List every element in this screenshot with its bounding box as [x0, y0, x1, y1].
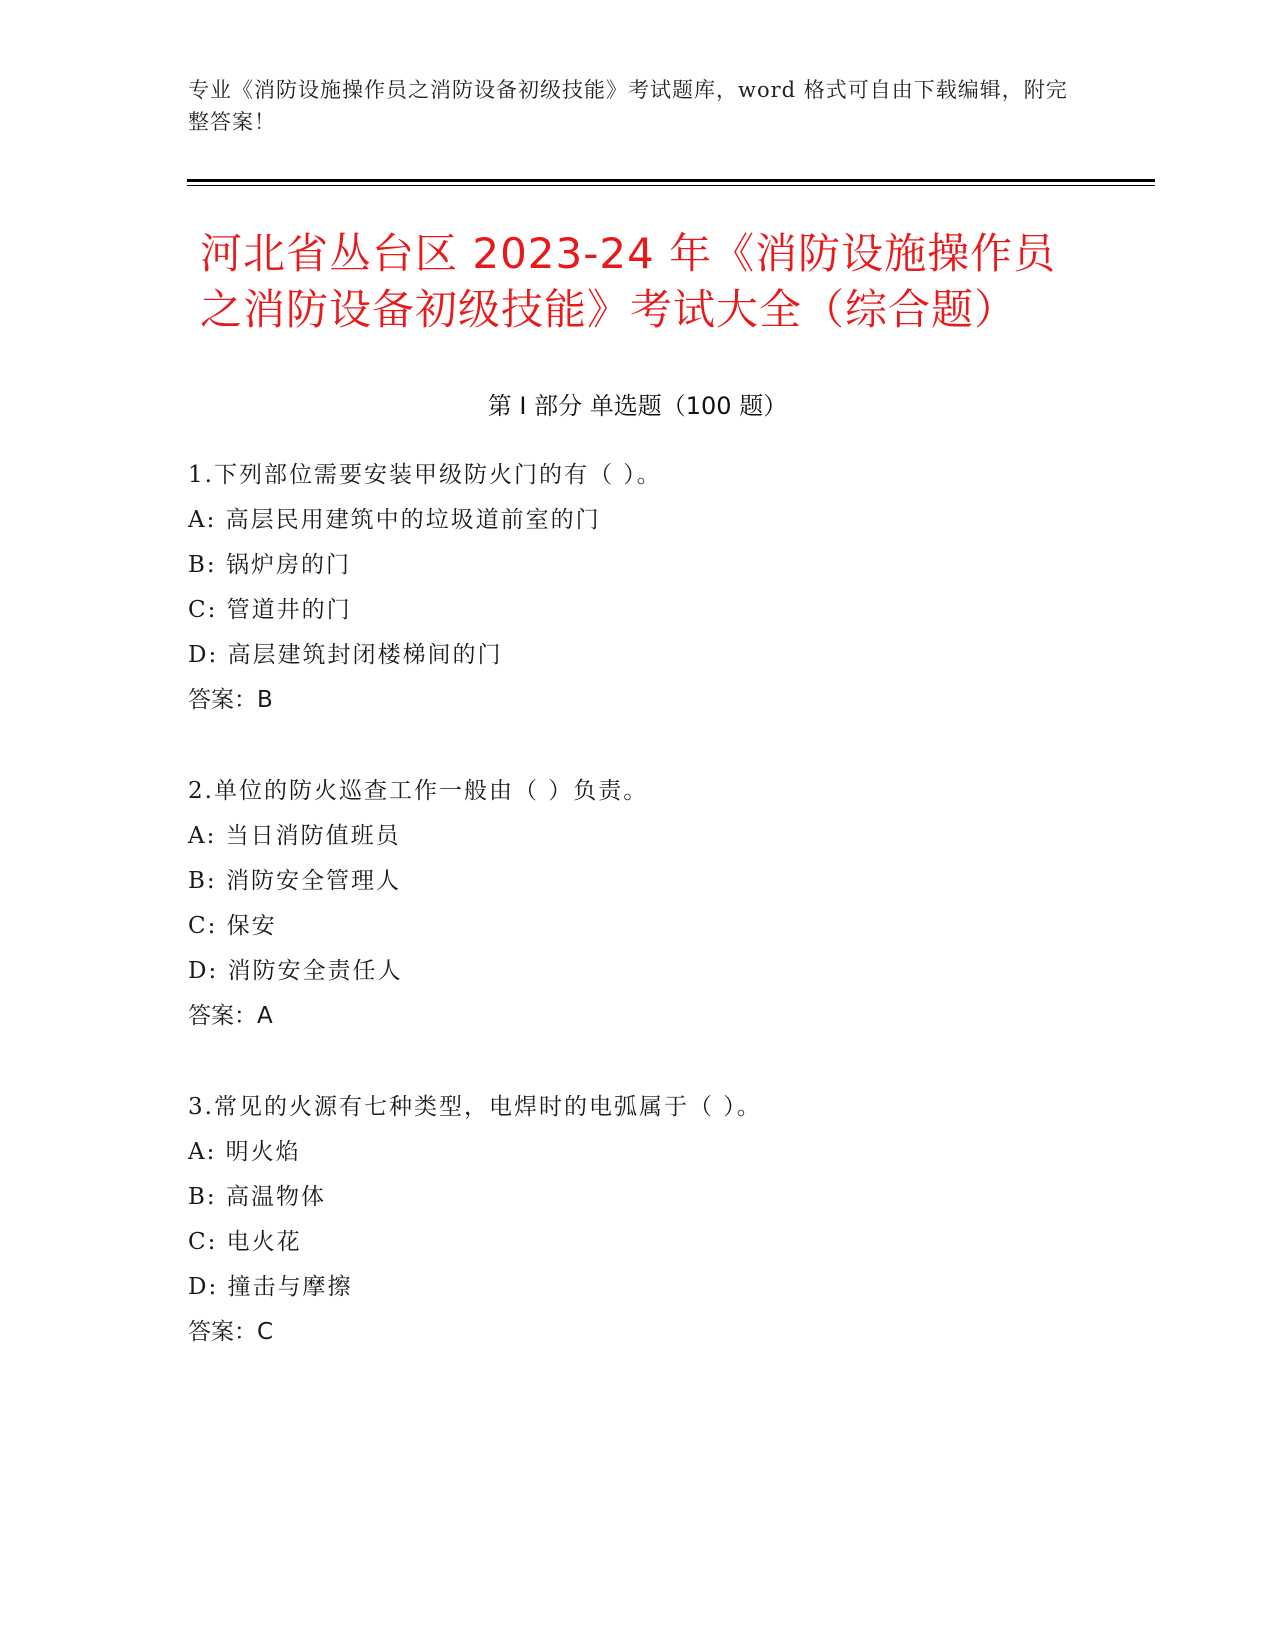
option-c: C: 保安 — [188, 913, 277, 939]
question-text: 2.单位的防火巡查工作一般由（ ）负责。 — [188, 778, 649, 804]
option-d: D: 撞击与摩擦 — [188, 1274, 353, 1300]
answer: 答案：B — [188, 687, 273, 713]
header-divider-thick — [187, 179, 1155, 182]
section-heading: 第 I 部分 单选题（100 题） — [487, 392, 788, 420]
option-a: A: 明火焰 — [188, 1139, 301, 1165]
title-line-2: 之消防设备初级技能》考试大全（综合题） — [200, 285, 1018, 334]
option-c: C: 管道井的门 — [188, 597, 352, 623]
title-line-1: 河北省丛台区 2023-24 年《消防设施操作员 — [200, 229, 1057, 278]
question-3 — [188, 1092, 1088, 1362]
answer: 答案：A — [188, 1003, 273, 1029]
option-a: A: 高层民用建筑中的垃圾道前室的门 — [188, 507, 601, 533]
question-text: 1.下列部位需要安装甲级防火门的有（ ）。 — [188, 462, 662, 488]
question-1 — [188, 460, 1088, 730]
option-b: B: 消防安全管理人 — [188, 868, 401, 894]
option-b: B: 高温物体 — [188, 1184, 326, 1210]
answer: 答案：C — [188, 1319, 274, 1345]
header-note: 专业《消防设施操作员之消防设备初级技能》考试题库，word 格式可自由下载编辑，附完整答案！ — [188, 78, 1068, 134]
option-b: B: 锅炉房的门 — [188, 552, 351, 578]
option-d: D: 消防安全责任人 — [188, 958, 403, 984]
header-divider-thin — [187, 185, 1155, 186]
question-text: 3.常见的火源有七种类型，电焊时的电弧属于（ ）。 — [188, 1094, 762, 1120]
option-a: A: 当日消防值班员 — [188, 823, 401, 849]
option-c: C: 电火花 — [188, 1229, 302, 1255]
option-d: D: 高层建筑封闭楼梯间的门 — [188, 642, 503, 668]
document-title — [200, 226, 1100, 338]
question-2 — [188, 776, 1088, 1046]
